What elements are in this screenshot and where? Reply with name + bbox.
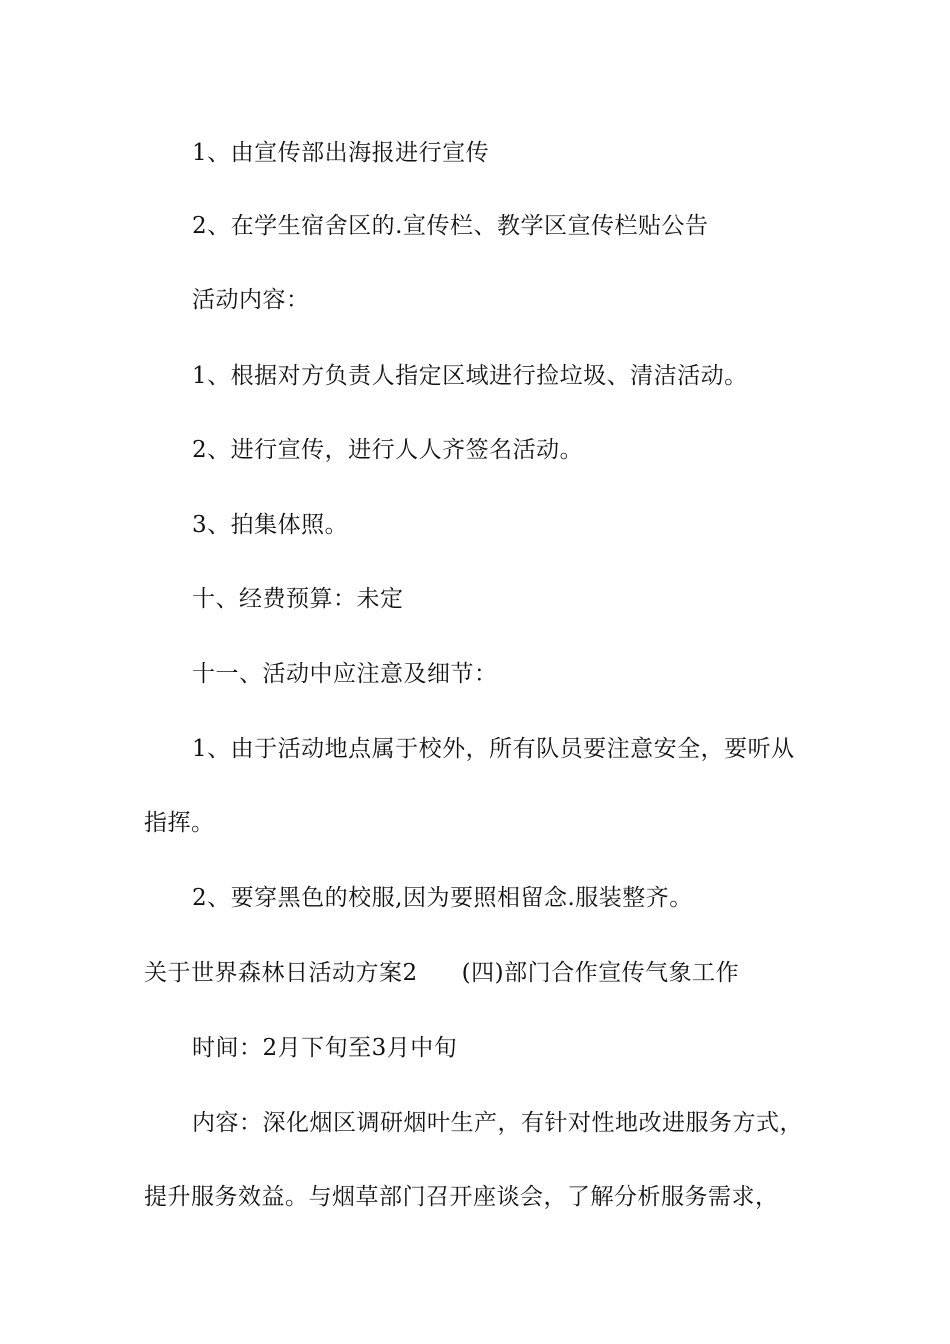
section-title: 关于世界森林日活动方案2 — [144, 960, 418, 986]
section-subtitle: (四)部门合作宣传气象工作 — [461, 960, 740, 986]
paragraph-line: 1、根据对方负责人指定区域进行捡垃圾、清洁活动。 — [192, 363, 748, 389]
paragraph-line: 指挥。 — [144, 810, 215, 836]
paragraph-line: 十一、活动中应注意及细节： — [192, 661, 498, 687]
paragraph-line: 2、在学生宿舍区的.宣传栏、教学区宣传栏贴公告 — [192, 213, 709, 239]
paragraph-line: 提升服务效益。与烟草部门召开座谈会，了解分析服务需求， — [144, 1184, 779, 1210]
paragraph-line: 2、要穿黑色的校服,因为要照相留念.服装整齐。 — [192, 885, 693, 911]
paragraph-line: 3、拍集体照。 — [192, 512, 349, 538]
paragraph-line: 时间：2月下旬至3月中旬 — [192, 1035, 458, 1061]
paragraph-line: 1、由宣传部出海报进行宣传 — [192, 140, 490, 166]
paragraph-line: 十、经费预算：未定 — [192, 586, 404, 612]
paragraph-line: 内容：深化烟区调研烟叶生产，有针对性地改进服务方式， — [192, 1110, 803, 1136]
paragraph-line: 活动内容： — [192, 287, 310, 313]
paragraph-line: 1、由于活动地点属于校外，所有队员要注意安全，要听从 — [192, 736, 795, 762]
section-heading — [144, 958, 739, 988]
paragraph-line: 2、进行宣传，进行人人齐签名活动。 — [192, 437, 584, 463]
